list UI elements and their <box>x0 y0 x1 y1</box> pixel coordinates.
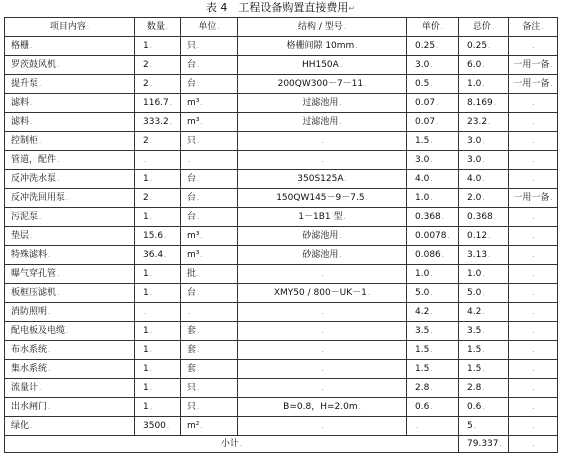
cell-note: . <box>509 417 558 436</box>
cell-unit: 台. <box>181 170 238 189</box>
cell-note: . <box>509 341 558 360</box>
cell-price: 5.0. <box>407 284 459 303</box>
cell-unit: 只. <box>181 379 238 398</box>
subtotal-row <box>5 436 558 453</box>
cell-qty: 1. <box>135 398 181 417</box>
cell-note: . <box>509 37 558 56</box>
col-header-qty: 数量. <box>135 18 181 37</box>
cell-price: 0.6. <box>407 398 459 417</box>
subtotal-note: . <box>509 436 558 453</box>
table-row <box>5 303 558 322</box>
cell-unit: 只. <box>181 132 238 151</box>
cell-note: . <box>509 151 558 170</box>
cell-item: 曝气穿孔管. <box>5 265 135 284</box>
cell-model: 过滤池用. <box>238 94 407 113</box>
cell-price: 3.5. <box>407 322 459 341</box>
cell-unit: . <box>181 303 238 322</box>
cell-model: 150QW145－9－7.5. <box>238 189 407 208</box>
cell-item: 特殊滤料. <box>5 246 135 265</box>
col-header-model: 结构 / 型号. <box>238 18 407 37</box>
col-header-total: 总价. <box>459 18 509 37</box>
cell-model: . <box>238 417 407 436</box>
cell-item: 消防照明. <box>5 303 135 322</box>
subtotal-label: 小计. <box>5 436 459 453</box>
table-row <box>5 151 558 170</box>
cell-qty: 1. <box>135 208 181 227</box>
table-row <box>5 94 558 113</box>
cell-note: . <box>509 170 558 189</box>
table-row <box>5 227 558 246</box>
cell-total: 5. <box>459 417 509 436</box>
cell-qty: 1. <box>135 379 181 398</box>
cell-price: 4.0. <box>407 170 459 189</box>
cell-model: B=0.8，H=2.0m. <box>238 398 407 417</box>
cell-model: . <box>238 322 407 341</box>
col-header-item: 项目内容. <box>5 18 135 37</box>
cell-unit: . <box>181 151 238 170</box>
cell-model: 格栅间隙 10mm. <box>238 37 407 56</box>
cell-item: 提升泵. <box>5 75 135 94</box>
cell-model: . <box>238 303 407 322</box>
cell-model: 200QW300－7－11. <box>238 75 407 94</box>
cell-note: . <box>509 379 558 398</box>
cell-model: 过滤池用. <box>238 113 407 132</box>
cell-price: 0.07. <box>407 113 459 132</box>
cell-qty: 1. <box>135 37 181 56</box>
cell-note: . <box>509 246 558 265</box>
paragraph-mark: ↵ <box>348 4 356 13</box>
cell-item: 反冲洗水泵. <box>5 170 135 189</box>
cell-note: . <box>509 132 558 151</box>
cell-total: 0.6. <box>459 398 509 417</box>
cell-total: 8.169. <box>459 94 509 113</box>
cell-price: 1.0. <box>407 265 459 284</box>
cell-qty: 1. <box>135 322 181 341</box>
cell-price: 0.0078. <box>407 227 459 246</box>
cell-qty: 1. <box>135 265 181 284</box>
cell-unit: 批. <box>181 265 238 284</box>
cell-price: 4.2. <box>407 303 459 322</box>
table-row <box>5 398 558 417</box>
cell-qty: 36.4. <box>135 246 181 265</box>
header-row <box>5 18 558 37</box>
table-row <box>5 341 558 360</box>
cell-item: 出水闸门. <box>5 398 135 417</box>
equipment-cost-table <box>4 17 558 453</box>
cell-unit: 套. <box>181 341 238 360</box>
table-row <box>5 75 558 94</box>
cell-qty: 3500. <box>135 417 181 436</box>
cell-price: 0.5. <box>407 75 459 94</box>
cell-note: . <box>509 360 558 379</box>
cell-total: 1.5. <box>459 360 509 379</box>
cell-total: 5.0. <box>459 284 509 303</box>
cell-total: 2.8. <box>459 379 509 398</box>
cell-price: 3.0. <box>407 151 459 170</box>
cell-qty: 333.2. <box>135 113 181 132</box>
cell-total: 23.2. <box>459 113 509 132</box>
table-row <box>5 132 558 151</box>
cell-qty: 2. <box>135 75 181 94</box>
cell-note: . <box>509 303 558 322</box>
cell-price: 1.5. <box>407 132 459 151</box>
cell-item: 集水系统. <box>5 360 135 379</box>
cell-model: 1－1B1 型. <box>238 208 407 227</box>
cell-qty: 1. <box>135 360 181 379</box>
cell-item: 配电板及电缆. <box>5 322 135 341</box>
table-body <box>5 37 558 436</box>
cell-item: 管道，配件. <box>5 151 135 170</box>
cell-unit: m³. <box>181 246 238 265</box>
cell-price: 2.8. <box>407 379 459 398</box>
table-row <box>5 284 558 303</box>
table-row <box>5 360 558 379</box>
cell-total: 1.5. <box>459 341 509 360</box>
cell-note: . <box>509 227 558 246</box>
table-row <box>5 113 558 132</box>
cell-total: 0.368. <box>459 208 509 227</box>
cell-note: 一用一备. <box>509 189 558 208</box>
cell-note: . <box>509 208 558 227</box>
cell-model: XMY50 / 800－UK－1. <box>238 284 407 303</box>
cell-item: 垫层. <box>5 227 135 246</box>
cell-model: . <box>238 265 407 284</box>
cell-unit: m². <box>181 417 238 436</box>
cell-note: 一用一备. <box>509 75 558 94</box>
cell-price: 0.368. <box>407 208 459 227</box>
table-row <box>5 265 558 284</box>
table-caption <box>0 0 561 16</box>
cell-model: . <box>238 151 407 170</box>
cell-unit: 只. <box>181 398 238 417</box>
table-row <box>5 246 558 265</box>
cell-item: 滤料. <box>5 113 135 132</box>
cell-qty: 1. <box>135 284 181 303</box>
table-caption-text: 表 4 工程设备购置直接费用 <box>205 1 349 14</box>
cell-price: 3.0. <box>407 56 459 75</box>
cell-price: 0.25. <box>407 37 459 56</box>
cell-note: . <box>509 113 558 132</box>
table-row <box>5 208 558 227</box>
cell-price: . <box>407 417 459 436</box>
cell-item: 布水系统. <box>5 341 135 360</box>
cell-qty: 116.7. <box>135 94 181 113</box>
cell-total: 3.13. <box>459 246 509 265</box>
cell-qty: 2. <box>135 56 181 75</box>
col-header-unit: 单位. <box>181 18 238 37</box>
cell-unit: m³. <box>181 113 238 132</box>
cell-total: 0.12. <box>459 227 509 246</box>
cell-qty: 2. <box>135 132 181 151</box>
cell-model: . <box>238 132 407 151</box>
cell-note: . <box>509 322 558 341</box>
cell-price: 0.086. <box>407 246 459 265</box>
cell-unit: 台. <box>181 56 238 75</box>
cell-price: 1.0. <box>407 189 459 208</box>
cell-model: . <box>238 341 407 360</box>
cell-item: 滤料. <box>5 94 135 113</box>
cell-note: . <box>509 94 558 113</box>
cell-total: 1.0. <box>459 265 509 284</box>
cell-note: . <box>509 265 558 284</box>
cell-total: 0.25. <box>459 37 509 56</box>
table-row <box>5 322 558 341</box>
table-row <box>5 379 558 398</box>
cell-model: HH150A. <box>238 56 407 75</box>
cell-item: 流量计. <box>5 379 135 398</box>
cell-model: . <box>238 379 407 398</box>
cell-qty: 15.6. <box>135 227 181 246</box>
cell-total: 3.0. <box>459 151 509 170</box>
cell-item: 罗茨鼓风机. <box>5 56 135 75</box>
col-header-note: 备注. <box>509 18 558 37</box>
cell-qty: . <box>135 303 181 322</box>
cell-total: 1.0. <box>459 75 509 94</box>
cell-qty: 1. <box>135 170 181 189</box>
cell-price: 1.5. <box>407 360 459 379</box>
cell-note: 一用一备. <box>509 56 558 75</box>
cell-total: 3.5. <box>459 322 509 341</box>
cell-item: 污泥泵. <box>5 208 135 227</box>
cell-unit: 套. <box>181 322 238 341</box>
cell-qty: 1. <box>135 341 181 360</box>
cell-total: 2.0. <box>459 189 509 208</box>
cell-unit: 台. <box>181 284 238 303</box>
col-header-price: 单价. <box>407 18 459 37</box>
cell-total: 4.0. <box>459 170 509 189</box>
cell-unit: m³. <box>181 227 238 246</box>
cell-price: 1.5. <box>407 341 459 360</box>
subtotal-value: 79.337. <box>459 436 509 453</box>
cell-qty: 2. <box>135 189 181 208</box>
cell-model: . <box>238 360 407 379</box>
cell-unit: 套. <box>181 360 238 379</box>
cell-note: . <box>509 284 558 303</box>
cell-total: 3.0. <box>459 132 509 151</box>
cell-unit: 只. <box>181 37 238 56</box>
table-row <box>5 417 558 436</box>
table-row <box>5 56 558 75</box>
cell-unit: 台. <box>181 189 238 208</box>
table-row <box>5 170 558 189</box>
cell-item: 绿化. <box>5 417 135 436</box>
cell-unit: 台. <box>181 75 238 94</box>
cell-qty: . <box>135 151 181 170</box>
cell-note: . <box>509 398 558 417</box>
cell-model: 350S125A. <box>238 170 407 189</box>
cell-unit: m³. <box>181 94 238 113</box>
cell-item: 格栅. <box>5 37 135 56</box>
cell-item: 反冲洗回用泵. <box>5 189 135 208</box>
cell-item: 控制柜. <box>5 132 135 151</box>
cell-unit: 台. <box>181 208 238 227</box>
cell-model: 砂滤池用. <box>238 246 407 265</box>
table-row <box>5 37 558 56</box>
table-row <box>5 189 558 208</box>
cell-total: 4.2. <box>459 303 509 322</box>
cell-total: 6.0. <box>459 56 509 75</box>
cell-item: 板框压滤机. <box>5 284 135 303</box>
cell-price: 0.07. <box>407 94 459 113</box>
cell-model: 砂滤池用. <box>238 227 407 246</box>
